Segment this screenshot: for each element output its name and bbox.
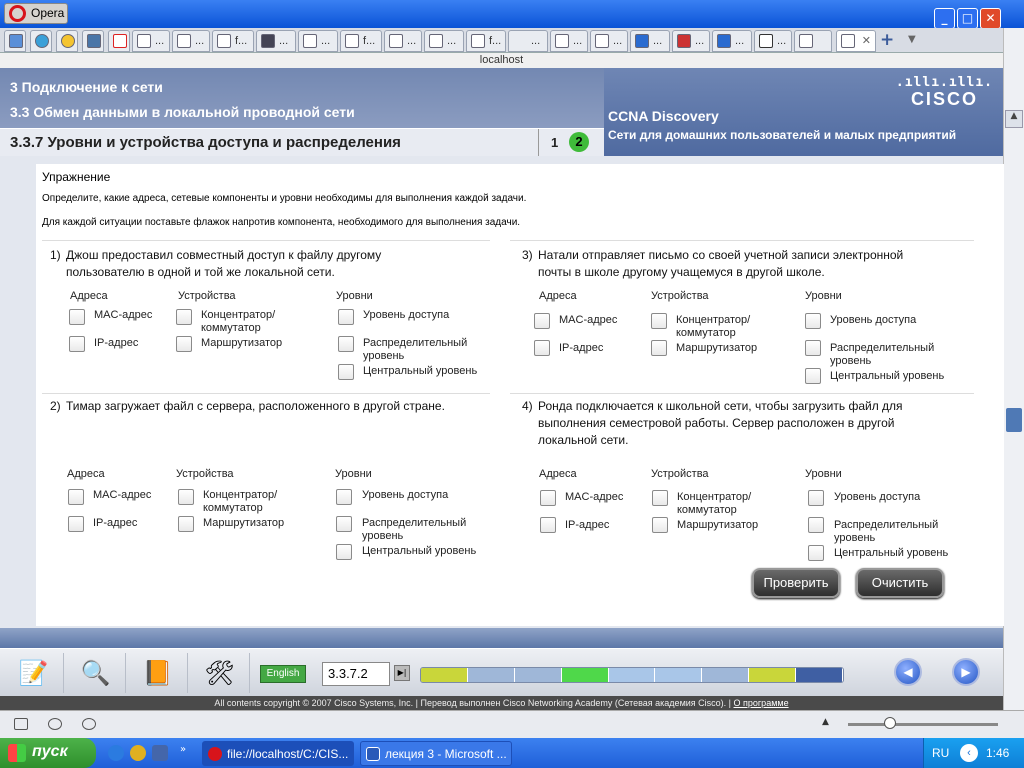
divider [510,393,974,394]
option-label: IP-адрес [559,342,604,354]
page-icon [555,34,569,48]
search-icon[interactable]: 🔍 [66,653,126,693]
option-label: MAC-адрес [559,314,618,326]
task-line: пользователю в одной и той же локальной сети. [66,265,335,279]
task2-distribution-checkbox[interactable] [336,516,352,532]
column-header-addresses: Адреса [67,468,105,480]
page-icon [137,34,151,48]
progress-segment[interactable] [655,668,702,682]
page-title: 3.3.7 Уровни и устройства доступа и распределения [10,134,401,151]
task-line: Ронда подключается к школьной сети, чтобы загрузить файл для [538,399,903,413]
task4-hub-checkbox[interactable] [652,490,668,506]
option-label: Центральный уровень [830,370,945,382]
progress-segment[interactable] [796,668,843,682]
tab-label: ... [195,35,205,47]
opera-menu-button[interactable] [4,3,68,24]
vertical-scrollbar[interactable] [1003,28,1024,740]
yandex-icon [113,34,127,48]
column-header-layers: Уровни [335,468,372,480]
column-header-layers: Уровни [805,468,842,480]
task-1-text [50,247,480,283]
language-chevron-icon[interactable]: ‹ [960,744,978,762]
progress-segment[interactable] [702,668,749,682]
quicklaunch-expand-icon[interactable]: » [180,744,187,755]
tab-label: ... [447,35,457,47]
column-header-addresses: Адреса [539,468,577,480]
tab-label: f... [363,35,376,47]
next-arrow-icon[interactable]: ▶ [952,658,980,686]
option-line: коммутатор [677,504,737,516]
tab-label: ... [321,35,331,47]
panel-toggle-icon[interactable] [14,718,28,730]
tab-label: ... [653,35,663,47]
option-label: Уровень доступа [363,309,450,321]
tab-label: ... [279,35,289,47]
column-header-addresses: Адреса [70,290,108,302]
task2-access-checkbox[interactable] [336,489,352,505]
tab-yandex[interactable] [108,30,130,52]
task3-distribution-checkbox[interactable] [805,340,821,356]
task2-core-checkbox[interactable] [336,544,352,560]
cisco-wordmark: CISCO [910,89,978,109]
task4-distribution-checkbox[interactable] [808,517,824,533]
tab-page[interactable] [172,30,210,52]
tab-page[interactable] [424,30,464,52]
option-line: Концентратор/ [676,314,751,326]
task-description [66,247,381,281]
task-2-text [50,398,490,418]
task4-router-checkbox[interactable] [652,517,668,533]
document-icon [759,34,773,48]
course-header [0,68,1003,156]
start-label: пуск [32,743,68,760]
scroll-thumb[interactable] [1006,408,1022,432]
tab-mail[interactable] [4,30,26,52]
tab-speed-dial[interactable] [30,30,52,52]
tab-label: ... [695,35,705,47]
tab-page[interactable] [590,30,628,52]
progress-segment[interactable] [749,668,796,682]
minimize-button[interactable]: _ [934,8,955,29]
option-label: Центральный уровень [362,545,477,557]
opera-menu-label: Opera [31,6,65,20]
chapter-title: 3 Подключение к сети [10,79,163,95]
tab-label: ... [155,35,165,47]
tab-list-chevron-icon[interactable]: ▼ [908,34,916,45]
section-title: 3.3 Обмен данными в локальной проводной сети [10,104,355,120]
tab-download[interactable] [256,30,296,52]
progress-segment[interactable] [421,668,468,682]
option-label: Центральный уровень [363,365,478,377]
check-button[interactable]: Проверить [752,568,840,598]
tab-page[interactable] [212,30,254,52]
option-label: Маршрутизатор [201,337,283,349]
progress-segment[interactable] [562,668,609,682]
blank-icon [513,34,527,48]
option-label [201,309,275,335]
tab-active[interactable] [836,30,876,52]
page-icon [177,34,191,48]
column-header-layers: Уровни [805,290,842,302]
option-label [363,337,467,363]
tab-label: ... [735,35,745,47]
input-language[interactable]: RU [932,746,950,760]
task1-router-checkbox[interactable] [176,336,192,352]
task2-router-checkbox[interactable] [178,516,194,532]
zoom-chevron-up-icon[interactable]: ▲ [822,717,829,727]
exercise-title: Упражнение [42,170,111,184]
clock: 1:46 [986,746,1010,760]
task4-ip-checkbox[interactable] [540,517,556,533]
task-3-text [522,247,962,283]
tab-label: ... [613,35,623,47]
task4-access-checkbox[interactable] [808,490,824,506]
taskbar-item-label: лекция 3 - Microsoft ... [385,747,507,761]
task-description [538,398,903,449]
option-label: IP-адрес [94,337,139,349]
page-title-bar [0,128,604,156]
clear-button[interactable]: Очистить [856,568,944,598]
option-line: Распределительный [834,519,939,531]
option-line: коммутатор [201,322,261,334]
option-label: Уровень доступа [362,489,449,501]
copyright-text: All contents copyright © 2007 Cisco Systems, Inc. | Перевод выполнен Cisco Networking Academy (Сетевая академия Cisco). | [214,698,731,708]
page-icon [303,34,317,48]
tab-search-result[interactable] [630,30,670,52]
task4-mac-checkbox[interactable] [540,490,556,506]
option-label: Центральный уровень [834,547,949,559]
magnifier-icon [61,34,75,48]
page-indicator [538,129,602,157]
page-icon [471,34,485,48]
page-2-current[interactable]: 2 [569,132,589,152]
task-number: 1) [50,248,61,262]
toolbar-stripe [0,628,1003,648]
option-line: Распределительный [830,342,935,354]
divider [510,240,974,241]
column-header-devices: Устройства [176,468,234,480]
tab-page[interactable] [384,30,422,52]
task3-core-checkbox[interactable] [805,368,821,384]
cisco-bars-icon: .ıllı.ıllı. [895,75,993,90]
windows-taskbar [0,738,1024,768]
column-header-devices: Устройства [651,290,709,302]
speed-icon[interactable] [82,718,96,730]
option-line: уровень [834,532,876,544]
page-icon [217,34,231,48]
option-label: MAC-адрес [93,489,152,501]
system-tray [923,738,1024,768]
zoom-slider[interactable] [848,723,998,726]
page-icon [345,34,359,48]
taskbar-item-opera[interactable] [202,741,354,766]
tab-label: ... [573,35,583,47]
download-icon [261,34,275,48]
ie-icon[interactable] [108,745,124,761]
option-label [362,517,466,543]
option-label [834,519,938,545]
glossary-icon[interactable]: 📝 [4,653,64,693]
tab-page[interactable] [672,30,710,52]
task-number: 2) [50,399,61,413]
tab-page[interactable] [508,30,548,52]
scroll-up-icon[interactable]: ▲ [1005,110,1023,128]
task-line: локальной сети. [538,433,629,447]
tools-icon[interactable]: 🛠 [190,653,250,693]
option-label: Маршрутизатор [677,519,759,531]
tab-label: ... [777,35,787,47]
task-line: Джош предоставил совместный доступ к файлу другому [66,248,382,262]
column-header-devices: Устройства [178,290,236,302]
taskbar-item-word[interactable] [360,741,512,766]
task1-hub-checkbox[interactable] [176,309,192,325]
close-tab-icon[interactable]: ✕ [861,35,871,47]
option-line: Распределительный [363,337,468,349]
about-link[interactable]: О программе [733,698,789,708]
option-label [203,489,277,515]
option-label: MAC-адрес [94,309,153,321]
exercise-instruction: Для каждой ситуации поставьте флажок напротив компонента, необходимого для выполнения задачи. [42,217,521,228]
column-header-layers: Уровни [336,290,373,302]
opera-logo-icon [9,5,26,22]
content-area [0,156,1003,628]
task1-mac-checkbox[interactable] [69,309,85,325]
divider [42,240,490,241]
tab-search-result[interactable] [712,30,752,52]
divider [42,393,490,394]
task3-access-checkbox[interactable] [805,313,821,329]
task1-core-checkbox[interactable] [338,364,354,380]
language-button[interactable]: English [260,665,306,683]
word-icon [366,747,380,761]
page-icon [799,34,813,48]
task1-distribution-checkbox[interactable] [338,336,354,352]
task3-hub-checkbox[interactable] [651,313,667,329]
course-subtitle: Сети для домашних пользователей и малых предприятий [608,128,957,142]
option-line: уровень [363,350,405,362]
task-line: Натали отправляет письмо со своей учетной записи электронной [538,248,904,262]
exercise-description: Определите, какие адреса, сетевые компоненты и уровни необходимы для выполнения каждой задачи. [42,193,527,204]
option-line: Концентратор/ [203,489,278,501]
task3-mac-checkbox[interactable] [534,313,550,329]
search-icon [717,34,731,48]
task3-router-checkbox[interactable] [651,340,667,356]
option-line: Концентратор/ [677,491,752,503]
page-icon [389,34,403,48]
page-icon [595,34,609,48]
option-line: коммутатор [203,502,263,514]
task-line: выполнения семестровой работы. Сервер расположен в другой [538,416,895,430]
browser-statusbar [0,710,1024,738]
copyright-bar [0,696,1003,710]
prev-arrow-icon[interactable]: ◀ [894,658,922,686]
tab-vk[interactable] [82,30,104,52]
media-icon[interactable] [152,745,168,761]
option-line: Распределительный [362,517,467,529]
header-breadcrumb [0,68,604,128]
tab-page[interactable] [466,30,506,52]
tab-page[interactable] [298,30,338,52]
option-label: Уровень доступа [834,491,921,503]
option-label: Маршрутизатор [676,342,758,354]
option-line: уровень [830,355,872,367]
brand-panel [604,68,1003,156]
vk-icon [87,34,101,48]
cloud-icon[interactable] [48,718,62,730]
option-line: уровень [362,530,404,542]
tab-search[interactable] [56,30,78,52]
presentation-icon [677,34,691,48]
windows-logo-icon [8,744,26,762]
tab-label: ... [407,35,417,47]
task2-mac-checkbox[interactable] [68,489,84,505]
close-window-button[interactable]: ✕ [980,8,1001,29]
zoom-knob[interactable] [884,717,896,729]
course-name: CCNA Discovery [608,108,719,124]
progress-segment[interactable] [609,668,656,682]
tab-page[interactable] [754,30,792,52]
course-progress-bar[interactable] [420,667,844,683]
tab-label: f... [489,35,502,47]
task-line: почты в школе другому учащемуся в другой школе. [538,265,825,279]
task-4-text [522,398,962,452]
cisco-logo [896,76,993,110]
book-icon[interactable]: 📙 [128,653,188,693]
option-label [830,342,934,368]
task-number: 3) [522,248,533,262]
task1-ip-checkbox[interactable] [69,336,85,352]
page-number-input[interactable]: 3.3.7.2 [322,662,390,686]
go-to-page-icon[interactable]: ▶| [394,665,410,681]
task1-access-checkbox[interactable] [338,309,354,325]
progress-segment[interactable] [515,668,562,682]
option-line: Концентратор/ [201,309,276,321]
browser-titlebar [0,0,1024,28]
task3-ip-checkbox[interactable] [534,340,550,356]
option-line: коммутатор [676,327,736,339]
option-label [677,491,751,517]
task4-core-checkbox[interactable] [808,545,824,561]
speed-dial-icon [35,34,49,48]
tab-page[interactable] [340,30,382,52]
column-header-addresses: Адреса [539,290,577,302]
task2-ip-checkbox[interactable] [68,516,84,532]
tab-label: f... [235,35,248,47]
option-label: IP-адрес [93,517,138,529]
tab-label: ... [531,35,541,47]
mail-icon [9,34,23,48]
search-icon [635,34,649,48]
start-button[interactable] [0,738,96,768]
task-description: Тимар загружает файл с сервера, расположенного в другой стране. [66,399,445,413]
course-toolbar [0,648,1003,696]
page-1-link[interactable]: 1 [551,135,559,150]
progress-segment[interactable] [468,668,515,682]
opera-icon [208,747,222,761]
tab-page[interactable] [132,30,170,52]
maximize-button[interactable]: □ [957,8,978,29]
option-label: Уровень доступа [830,314,917,326]
tab-bar [0,28,1003,53]
chrome-icon[interactable] [130,745,146,761]
page-icon [429,34,443,48]
tab-page[interactable] [550,30,588,52]
task2-hub-checkbox[interactable] [178,489,194,505]
address-bar[interactable]: localhost [0,53,1003,68]
task-description [538,247,903,281]
task-number: 4) [522,399,533,413]
column-header-devices: Устройства [651,468,709,480]
option-label: IP-адрес [565,519,610,531]
option-label [676,314,750,340]
new-tab-button[interactable]: + [880,30,895,50]
exercise-panel [36,164,1004,626]
option-label: MAC-адрес [565,491,624,503]
page-icon [841,34,855,48]
tab-page[interactable] [794,30,832,52]
taskbar-item-label: file://localhost/C:/CIS... [227,747,349,761]
option-label: Маршрутизатор [203,517,285,529]
